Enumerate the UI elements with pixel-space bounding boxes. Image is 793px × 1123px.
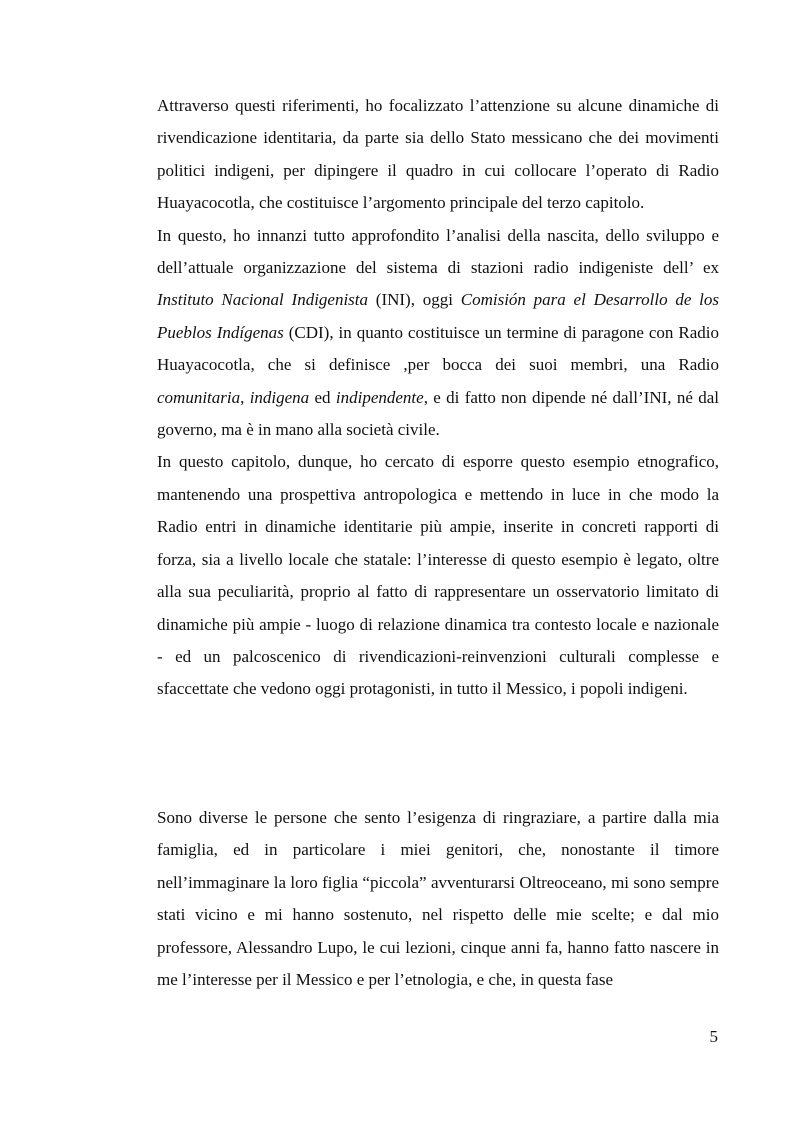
paragraph-1: Attraverso questi riferimenti, ho focalizzato l’attenzione su alcune dinamiche di rivendicazione identitaria, da parte sia dello Stato messicano che dei movimenti politici indigeni, per dipingere il quadro in cui collocare l’operato di Radio Huayacocotla, che costituisce l’argomento principale del terzo capitolo. [157, 96, 719, 213]
paragraph-2-italic-cdi: Comisión para el Desarrollo de los Pueblos Indígenas [157, 290, 719, 342]
page-number: 5 [709, 1027, 718, 1046]
paragraph-2-text-4: , [240, 387, 250, 407]
paragraph-2-text-1: In questo, ho innanzi tutto approfondito l’analisi della nascita, dello sviluppo e dell’attuale organizzazione del sistema di stazioni radio indigeniste dell’ ex [157, 225, 719, 278]
paragraph-2-italic-indigena: indigena [249, 387, 310, 407]
paragraph-3: In questo capitolo, dunque, ho cercato di esporre questo esempio etnografico, mantenendo una prospettiva antropologica e mettendo in luce in che modo la Radio entri in dinamiche identitarie più ampie, inserite in concreti rapporti di forza, sia a livello locale che statale: l’interesse di questo esempio è legato, oltre alla sua peculiarità, proprio al fatto di rappresentare un osservatorio limitato di dinamiche più ampie - luogo di relazione dinamica tra contesto locale e nazionale - ed un palcoscenico di rivendicazioni-reinvenzioni culturali complesse e sfaccettate che vedono oggi protagonisti, in tutto il Messico, i popoli indigeni. [157, 452, 719, 699]
paragraph-2-italic-ini: Instituto Nacional Indigenista [157, 290, 369, 310]
paragraph-2 [157, 220, 719, 447]
paragraph-2-text-3: (CDI), in quanto costituisce un termine di paragone con Radio Huayacocotla, che si definisce ,per bocca dei suoi membri, una Radio [157, 322, 719, 375]
paragraph-2-text-6: , e di fatto non dipende né dall’INI, né dal governo, ma è in mano alla società civile. [157, 387, 719, 440]
paragraph-2-italic-comunitaria: comunitaria [157, 387, 241, 407]
paragraph-4: Sono diverse le persone che sento l’esigenza di ringraziare, a partire dalla mia famiglia, ed in particolare i miei genitori, che, nonostante il timore nell’immaginare la loro figlia “piccola” avventurarsi Oltreoceano, mi sono sempre stati vicino e mi hanno sostenuto, nel rispetto delle mie scelte; e dal mio professore, Alessandro Lupo, le cui lezioni, cinque anni fa, hanno fatto nascere in me l’interesse per il Messico e per l’etnologia, e che, in questa fase [157, 808, 719, 990]
paragraph-2-text-2: (INI), oggi [368, 290, 461, 310]
paragraph-2-italic-indipendente: indipendente [335, 387, 424, 407]
paragraph-2-text-5: ed [309, 387, 336, 407]
text-block-upper [157, 90, 719, 706]
text-block-lower [157, 802, 719, 996]
